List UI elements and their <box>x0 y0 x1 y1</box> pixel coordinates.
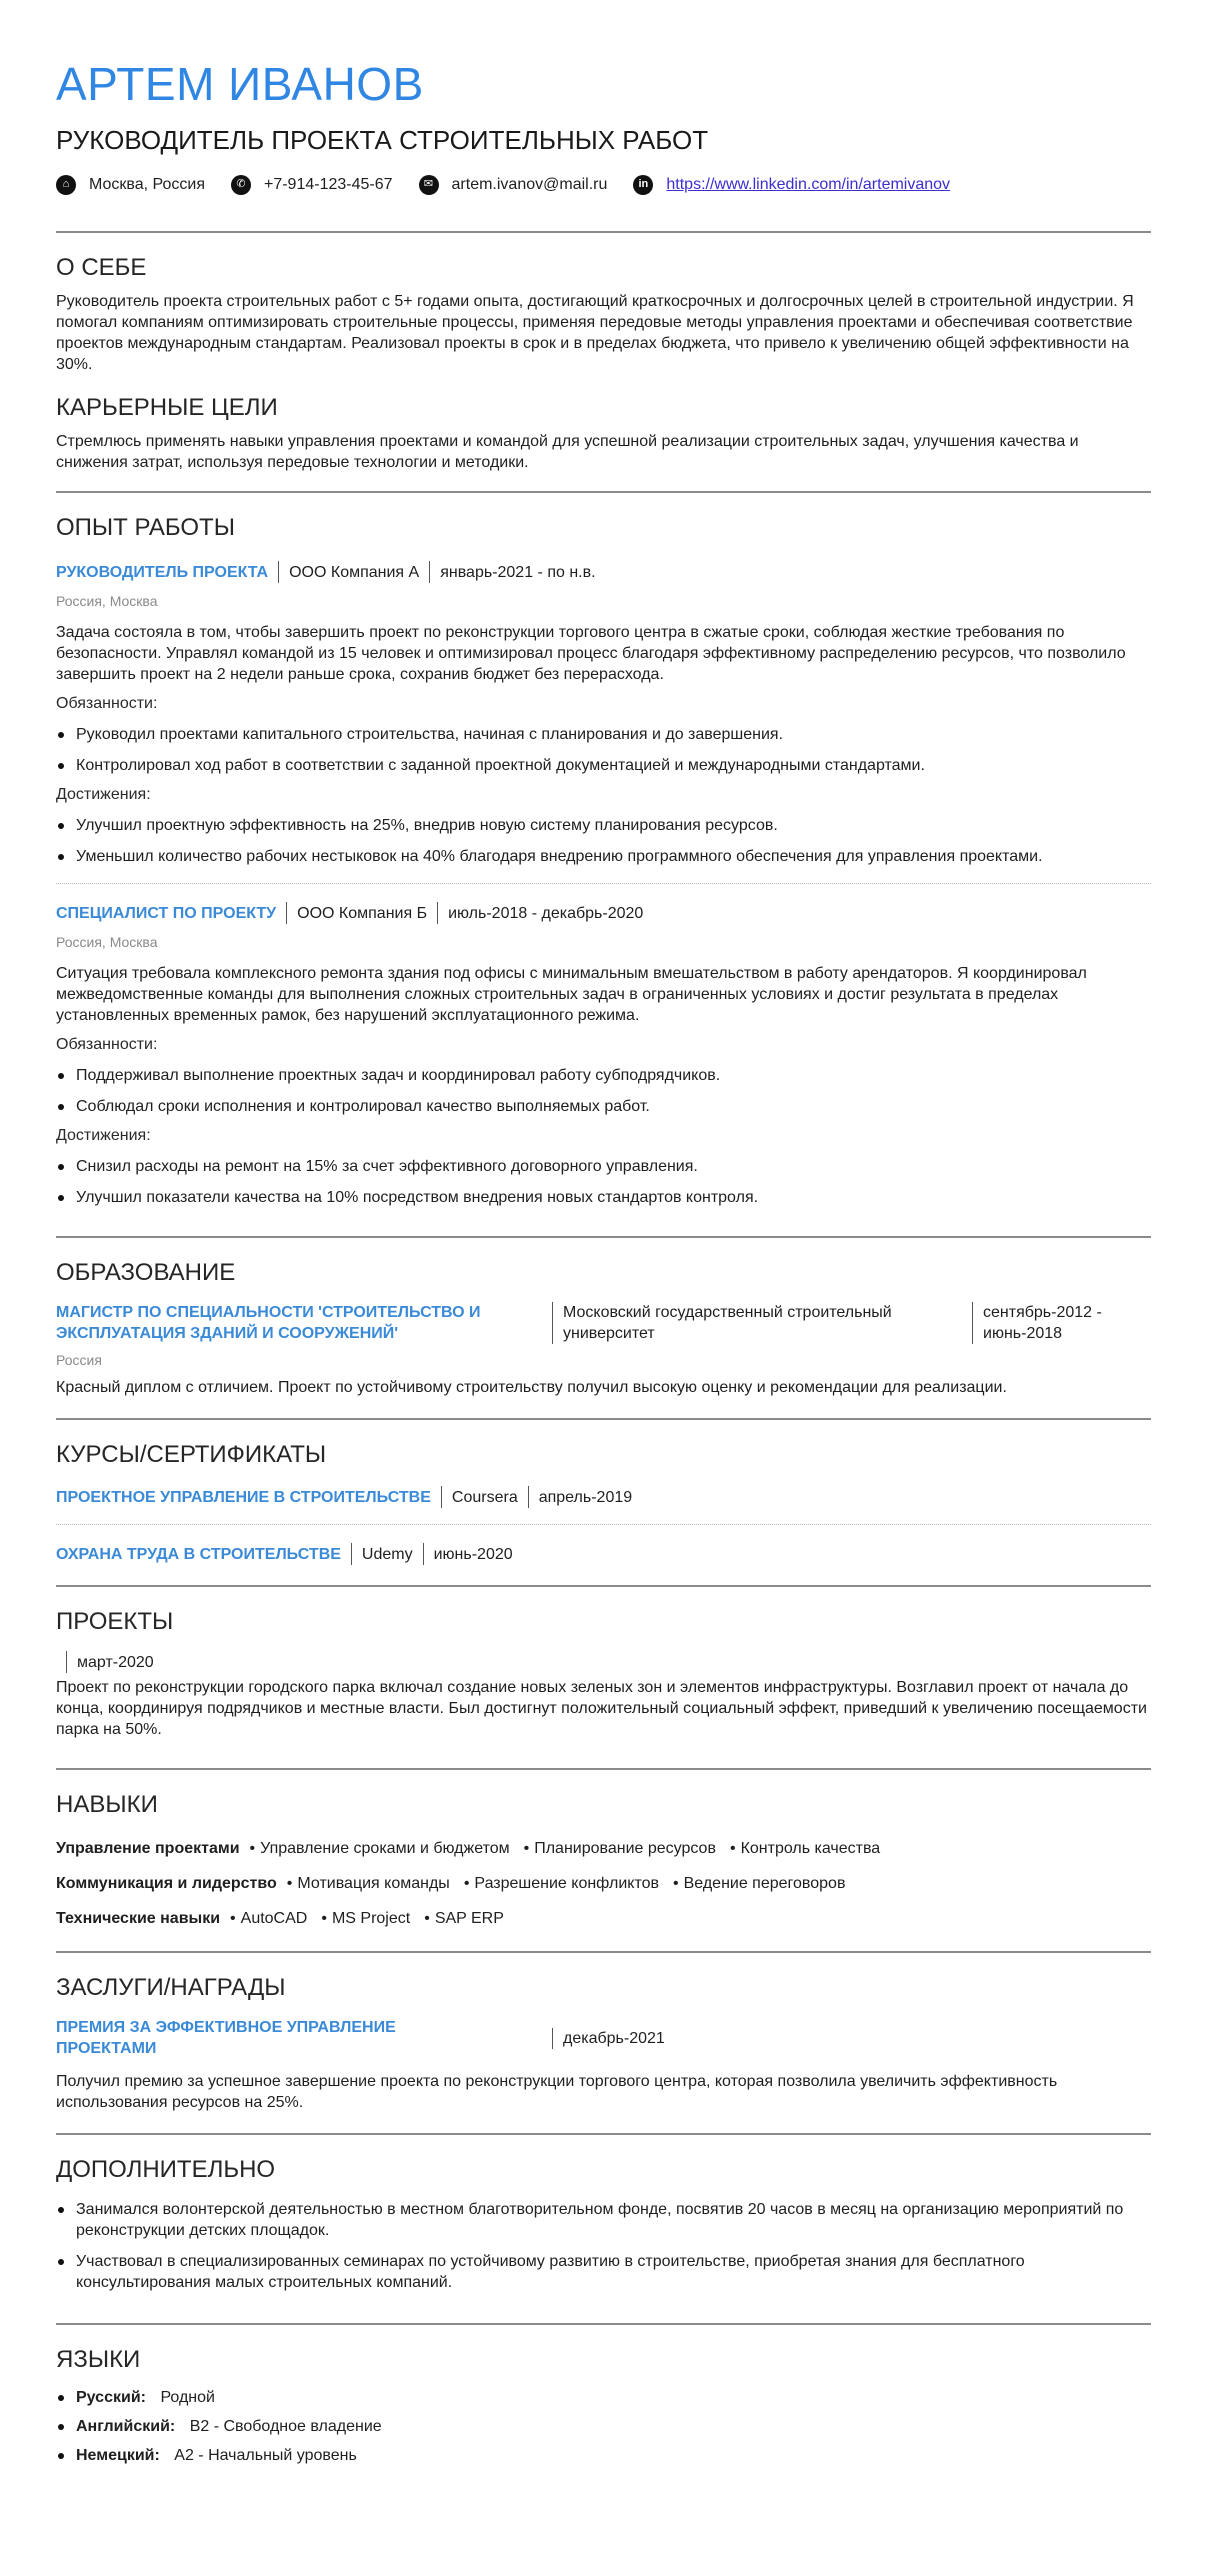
section-title: КУРСЫ/СЕРТИФИКАТЫ <box>56 1441 327 1468</box>
section-projects <box>56 1607 1151 1740</box>
email-text: artem.ivanov@mail.ru <box>451 176 608 193</box>
achievements-label: Достижения: <box>56 786 151 803</box>
skill-item: • Планирование ресурсов <box>524 1838 716 1859</box>
separator <box>429 561 430 583</box>
section-courses <box>56 1440 1151 1565</box>
additional-list <box>56 2199 1151 2293</box>
section-experience <box>56 513 1151 1208</box>
job-description: Ситуация требовала комплексного ремонта здания под офисы с минимальным вмешательством в работу арендаторов. Я координировал межведомственные команды для выполнения сложных строительных задач в ограниченных условиях и достиг результата в пределах установленных временных рамок, без нарушений эксплуатационного режима. <box>56 965 1087 1024</box>
phone-icon: ✆ <box>231 175 251 195</box>
home-icon: ⌂ <box>56 175 76 195</box>
section-goals <box>56 393 1151 473</box>
education-description: Красный диплом с отличием. Проект по устойчивому строительству получил высокую оценку и рекомендации для реализации. <box>56 1379 1007 1396</box>
award-name: ПРЕМИЯ ЗА ЭФФЕКТИВНОЕ УПРАВЛЕНИЕ ПРОЕКТАМИ <box>56 2019 396 2057</box>
candidate-name: АРТЕМ ИВАНОВ <box>56 58 424 110</box>
divider <box>56 231 1151 233</box>
skill-item: • Ведение переговоров <box>673 1873 845 1894</box>
separator <box>286 902 287 924</box>
goals-text: Стремлюсь применять навыки управления проектами и командой для успешной реализации строительных задач, улучшения качества и снижения затрат, используя передовые технологии и методики. <box>56 433 1079 471</box>
list-item: Занимался волонтерской деятельностью в местном благотворительном фонде, посвятив 20 часов в месяц на организацию мероприятий по реконструкции детских площадок. <box>56 2199 1151 2241</box>
contact-location <box>56 174 205 195</box>
divider <box>56 2323 1151 2325</box>
mail-icon: ✉ <box>419 175 439 195</box>
achievements-list <box>56 815 1151 867</box>
section-about <box>56 253 1151 375</box>
education-location: Россия <box>56 1352 102 1368</box>
list-item: Участвовал в специализированных семинарах по устойчивому развитию в строительстве, приобретая знания для бесплатного консультирования малых строительных компаний. <box>56 2251 1151 2293</box>
entry-divider <box>56 1524 1151 1525</box>
list-item: Улучшил показатели качества на 10% посредством внедрения новых стандартов контроля. <box>56 1187 1151 1208</box>
language-level: B2 - Свободное владение <box>189 2418 382 2435</box>
skill-category: Технические навыки <box>56 1910 221 1927</box>
contact-email <box>419 174 608 195</box>
job-entry <box>56 902 1151 1208</box>
location-text: Москва, Россия <box>89 176 205 193</box>
section-education <box>56 1258 1151 1398</box>
section-title: НАВЫКИ <box>56 1791 158 1818</box>
separator <box>66 1651 67 1673</box>
separator <box>437 902 438 924</box>
job-position: РУКОВОДИТЕЛЬ ПРОЕКТА <box>56 563 269 581</box>
job-location: Россия, Москва <box>56 593 158 609</box>
section-title: ОПЫТ РАБОТЫ <box>56 514 235 541</box>
job-period: январь-2021 - по н.в. <box>440 563 596 581</box>
list-item: Снизил расходы на ремонт на 15% за счет эффективного договорного управления. <box>56 1156 1151 1177</box>
course-provider: Coursera <box>451 1488 518 1506</box>
language-item <box>56 2445 1151 2466</box>
section-skills <box>56 1790 1151 1929</box>
about-text: Руководитель проекта строительных работ с 5+ годами опыта, достигающий краткосрочных и долгосрочных целей в строительной индустрии. Я помогал компаниям оптимизировать строительные процессы, применяя передовые методы управления проектами и обеспечивая соответствие проектов международным стандартам. Реализовал проекты в срок и в пределах бюджета, что привело к увеличению общей эффективности на 30%. <box>56 293 1134 373</box>
course-entry <box>56 1543 1151 1565</box>
skill-item: • Разрешение конфликтов <box>464 1873 659 1894</box>
skill-category: Управление проектами <box>56 1840 240 1857</box>
language-item <box>56 2387 1151 2408</box>
skill-group <box>56 1873 1151 1894</box>
course-provider: Udemy <box>361 1545 413 1563</box>
skill-category: Коммуникация и лидерство <box>56 1875 277 1892</box>
section-title: ОБРАЗОВАНИЕ <box>56 1259 236 1286</box>
list-item: Улучшил проектную эффективность на 25%, внедрив новую систему планирования ресурсов. <box>56 815 1151 836</box>
education-school: Московский государственный строительный университет <box>552 1302 972 1344</box>
divider <box>56 491 1151 493</box>
course-name: ПРОЕКТНОЕ УПРАВЛЕНИЕ В СТРОИТЕЛЬСТВЕ <box>56 1488 431 1506</box>
section-title: ЗАСЛУГИ/НАГРАДЫ <box>56 1974 286 2001</box>
duties-list <box>56 724 1151 776</box>
language-item <box>56 2416 1151 2437</box>
list-item: Соблюдал сроки исполнения и контролировал качество выполняемых работ. <box>56 1096 1151 1117</box>
skill-item: • Мотивация команды <box>287 1873 450 1894</box>
job-period: июль-2018 - декабрь-2020 <box>448 904 644 922</box>
skill-item: • Контроль качества <box>730 1838 880 1859</box>
duties-list <box>56 1065 1151 1117</box>
section-additional <box>56 2155 1151 2293</box>
award-date: декабрь-2021 <box>552 2028 972 2049</box>
course-entry <box>56 1486 1151 1508</box>
education-period: сентябрь-2012 - июнь-2018 <box>972 1302 1142 1344</box>
job-header <box>56 561 1151 583</box>
job-company: ООО Компания А <box>289 563 420 581</box>
list-item: Поддерживал выполнение проектных задач и координировал работу субподрядчиков. <box>56 1065 1151 1086</box>
linkedin-icon: in <box>633 175 653 195</box>
skill-item: • MS Project <box>321 1908 410 1929</box>
separator <box>528 1486 529 1508</box>
entry-divider <box>56 883 1151 884</box>
course-name: ОХРАНА ТРУДА В СТРОИТЕЛЬСТВЕ <box>56 1545 341 1563</box>
project-header <box>56 1651 1151 1673</box>
job-company: ООО Компания Б <box>297 904 428 922</box>
separator <box>423 1543 424 1565</box>
linkedin-link[interactable]: https://www.linkedin.com/in/artemivanov <box>666 176 951 193</box>
contact-phone <box>231 174 393 195</box>
project-date: март-2020 <box>77 1653 154 1671</box>
award-description: Получил премию за успешное завершение проекта по реконструкции торгового центра, которая позволила увеличить эффективность использования ресурсов на 25%. <box>56 2073 1058 2111</box>
job-header <box>56 902 1151 924</box>
section-title: ЯЗЫКИ <box>56 2346 141 2373</box>
contact-linkedin <box>633 174 950 195</box>
project-description: Проект по реконструкции городского парка включал создание новых зеленых зон и элементов инфраструктуры. Возглавил проект от начала до конца, координируя подрядчиков и местные власти. Был достигнут положительный социальный эффект, приведший к увеличению посещаемости парка на 50%. <box>56 1679 1147 1738</box>
skill-group <box>56 1838 1151 1859</box>
skill-item: • Управление сроками и бюджетом <box>250 1838 510 1859</box>
resume-header <box>56 58 1151 195</box>
education-entry <box>56 1302 1151 1344</box>
skill-item: • AutoCAD <box>230 1908 307 1929</box>
candidate-title: РУКОВОДИТЕЛЬ ПРОЕКТА СТРОИТЕЛЬНЫХ РАБОТ <box>56 125 709 155</box>
duties-label: Обязанности: <box>56 1036 158 1053</box>
language-name: Английский: <box>76 2418 176 2435</box>
divider <box>56 1951 1151 1953</box>
language-level: Родной <box>160 2389 215 2406</box>
phone-text: +7-914-123-45-67 <box>263 176 393 193</box>
section-title: ДОПОЛНИТЕЛЬНО <box>56 2156 276 2183</box>
job-description: Задача состояла в том, чтобы завершить проект по реконструкции торгового центра в сжатые сроки, соблюдая жесткие требования по безопасности. Управлял командой из 15 человек и оптимизировал процесс благодаря эффективному распределению ресурсов, что позволило завершить проект на 2 недели раньше срока, сохранив бюджет без перерасхода. <box>56 624 1126 683</box>
separator <box>441 1486 442 1508</box>
language-name: Немецкий: <box>76 2447 160 2464</box>
section-title: О СЕБЕ <box>56 254 147 281</box>
job-position: СПЕЦИАЛИСТ ПО ПРОЕКТУ <box>56 904 277 922</box>
course-date: июнь-2020 <box>433 1545 513 1563</box>
section-title: ПРОЕКТЫ <box>56 1608 174 1635</box>
divider <box>56 1236 1151 1238</box>
duties-label: Обязанности: <box>56 695 158 712</box>
divider <box>56 1585 1151 1587</box>
list-item: Уменьшил количество рабочих нестыковок на 40% благодаря внедрению программного обеспечения для управления проектами. <box>56 846 1151 867</box>
list-item: Руководил проектами капитального строительства, начиная с планирования и до завершения. <box>56 724 1151 745</box>
languages-list <box>56 2387 1151 2466</box>
divider <box>56 2133 1151 2135</box>
separator <box>351 1543 352 1565</box>
language-name: Русский: <box>76 2389 146 2406</box>
skill-group <box>56 1908 1151 1929</box>
achievements-label: Достижения: <box>56 1127 151 1144</box>
job-location: Россия, Москва <box>56 934 158 950</box>
section-languages <box>56 2345 1151 2466</box>
skill-item: • SAP ERP <box>424 1908 504 1929</box>
section-title: КАРЬЕРНЫЕ ЦЕЛИ <box>56 394 278 421</box>
course-date: апрель-2019 <box>538 1488 633 1506</box>
achievements-list <box>56 1156 1151 1208</box>
award-entry <box>56 2017 1151 2059</box>
language-level: A2 - Начальный уровень <box>174 2447 357 2464</box>
contact-list <box>56 174 1151 195</box>
divider <box>56 1418 1151 1420</box>
education-degree: МАГИСТР ПО СПЕЦИАЛЬНОСТИ 'СТРОИТЕЛЬСТВО И ЭКСПЛУАТАЦИЯ ЗДАНИЙ И СООРУЖЕНИЙ' <box>56 1304 481 1342</box>
section-awards <box>56 1973 1151 2113</box>
job-entry <box>56 561 1151 867</box>
divider <box>56 1768 1151 1770</box>
separator <box>278 561 279 583</box>
list-item: Контролировал ход работ в соответствии с заданной проектной документацией и международными стандартами. <box>56 755 1151 776</box>
